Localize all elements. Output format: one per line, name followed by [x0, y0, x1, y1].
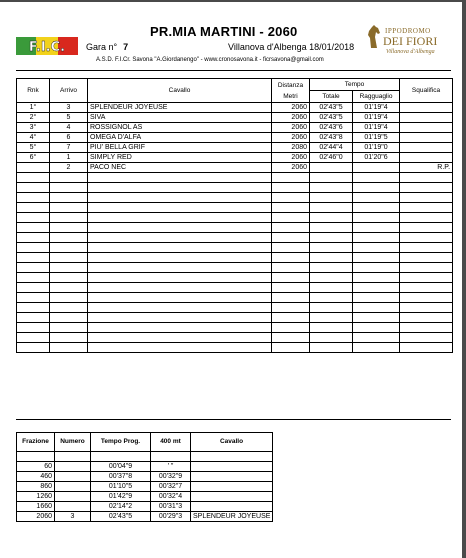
- cell-cavallo: [191, 452, 273, 462]
- cell-distanza: 2060: [272, 133, 310, 143]
- ippodromo-label: IPPODROMO: [385, 27, 431, 35]
- cell-ragguaglio: 01'19"4: [353, 113, 400, 123]
- empty-cell: [310, 263, 353, 273]
- fraction-row: [17, 502, 273, 512]
- cell-tempo_prog: [91, 452, 151, 462]
- empty-cell: [272, 223, 310, 233]
- cell-totale: 02'43"5: [310, 113, 353, 123]
- cell-ragguaglio: [353, 163, 400, 173]
- empty-cell: [400, 313, 453, 323]
- empty-cell: [400, 213, 453, 223]
- table-row: [17, 113, 453, 123]
- results-table: [16, 78, 453, 353]
- empty-cell: [272, 203, 310, 213]
- empty-cell: [50, 233, 88, 243]
- results-header-row-1: [17, 79, 453, 91]
- empty-cell: [88, 183, 272, 193]
- empty-cell: [17, 273, 50, 283]
- cell-cavallo: SIVA: [88, 113, 272, 123]
- cell-arrivo: 1: [50, 153, 88, 163]
- empty-cell: [17, 203, 50, 213]
- empty-cell: [50, 293, 88, 303]
- cell-squalifica: [400, 123, 453, 133]
- empty-cell: [400, 253, 453, 263]
- empty-cell: [272, 233, 310, 243]
- empty-cell: [353, 263, 400, 273]
- cell-m400: 00'32"4: [151, 492, 191, 502]
- header-distanza-1: Distanza: [277, 81, 304, 89]
- empty-row: [17, 303, 453, 313]
- table-row: [17, 163, 453, 173]
- empty-cell: [310, 293, 353, 303]
- empty-cell: [310, 213, 353, 223]
- empty-cell: [88, 253, 272, 263]
- header-distanza-2: Metri: [283, 92, 298, 100]
- header-cavallo-frac: Cavallo: [191, 433, 273, 452]
- empty-cell: [50, 283, 88, 293]
- cell-distanza: 2060: [272, 123, 310, 133]
- empty-cell: [17, 213, 50, 223]
- empty-cell: [272, 293, 310, 303]
- empty-cell: [310, 323, 353, 333]
- empty-row: [17, 213, 453, 223]
- header-divider: [16, 70, 451, 71]
- empty-cell: [400, 233, 453, 243]
- empty-cell: [310, 233, 353, 243]
- cell-squalifica: [400, 103, 453, 113]
- cell-numero: [55, 502, 91, 512]
- empty-cell: [17, 283, 50, 293]
- header-ragguaglio: Ragguaglio: [353, 91, 400, 103]
- race-number-label: Gara n°: [86, 42, 118, 52]
- cell-numero: [55, 492, 91, 502]
- empty-cell: [88, 323, 272, 333]
- cell-cavallo: [191, 492, 273, 502]
- ippodromo-name: DEI FIORI: [383, 34, 438, 48]
- empty-cell: [17, 323, 50, 333]
- section-divider: [16, 419, 451, 420]
- empty-row: [17, 223, 453, 233]
- fraction-row: [17, 482, 273, 492]
- ippodromo-place: Villanova d'Albenga: [386, 49, 435, 55]
- cell-cavallo: SPLENDEUR JOYEUSE: [88, 103, 272, 113]
- empty-cell: [88, 333, 272, 343]
- empty-cell: [353, 293, 400, 303]
- race-title: PR.MIA MARTINI - 2060: [150, 24, 298, 39]
- fraction-row: [17, 452, 273, 462]
- empty-cell: [353, 343, 400, 353]
- empty-cell: [400, 293, 453, 303]
- empty-cell: [50, 193, 88, 203]
- cell-distanza: 2060: [272, 103, 310, 113]
- cell-ragguaglio: 01'19"5: [353, 133, 400, 143]
- empty-cell: [353, 273, 400, 283]
- empty-cell: [88, 233, 272, 243]
- association-line: A.S.D. F.I.Cr. Savona "A.Giordanengo" - www.cronosavona.it - ficrsavona@gmail.com: [96, 57, 324, 63]
- cell-totale: 02'43"5: [310, 103, 353, 113]
- cell-ragguaglio: 01'19"4: [353, 123, 400, 133]
- cell-arrivo: 3: [50, 103, 88, 113]
- cell-m400: 00'31"3: [151, 502, 191, 512]
- cell-rank: 1°: [17, 103, 50, 113]
- empty-cell: [272, 253, 310, 263]
- empty-cell: [88, 263, 272, 273]
- empty-cell: [17, 333, 50, 343]
- cell-arrivo: 5: [50, 113, 88, 123]
- fractions-header-row: [17, 433, 273, 452]
- empty-cell: [88, 173, 272, 183]
- empty-cell: [400, 243, 453, 253]
- empty-cell: [310, 253, 353, 263]
- cell-cavallo: [191, 482, 273, 492]
- fic-logo-text: F.I.C.: [28, 40, 66, 55]
- cell-numero: 3: [55, 512, 91, 522]
- cell-tempo_prog: 00'04"9: [91, 462, 151, 472]
- empty-cell: [88, 273, 272, 283]
- empty-cell: [50, 213, 88, 223]
- empty-cell: [400, 263, 453, 273]
- empty-cell: [88, 303, 272, 313]
- cell-cavallo: [191, 462, 273, 472]
- cell-numero: [55, 462, 91, 472]
- empty-cell: [88, 203, 272, 213]
- cell-tempo_prog: 02'14"2: [91, 502, 151, 512]
- empty-cell: [272, 273, 310, 283]
- empty-cell: [353, 243, 400, 253]
- table-row: [17, 133, 453, 143]
- table-row: [17, 143, 453, 153]
- cell-totale: 02'44"4: [310, 143, 353, 153]
- empty-row: [17, 253, 453, 263]
- empty-cell: [17, 313, 50, 323]
- empty-row: [17, 323, 453, 333]
- empty-cell: [17, 293, 50, 303]
- empty-row: [17, 173, 453, 183]
- empty-cell: [310, 283, 353, 293]
- header-distanza: [272, 79, 310, 103]
- empty-cell: [272, 263, 310, 273]
- empty-row: [17, 313, 453, 323]
- empty-row: [17, 193, 453, 203]
- empty-cell: [400, 203, 453, 213]
- empty-cell: [310, 193, 353, 203]
- cell-tempo_prog: 01'10"5: [91, 482, 151, 492]
- cell-totale: [310, 163, 353, 173]
- table-row: [17, 103, 453, 113]
- cell-numero: [55, 472, 91, 482]
- horse-head-icon: [366, 24, 382, 50]
- empty-cell: [400, 223, 453, 233]
- empty-cell: [310, 303, 353, 313]
- venue-date: Villanova d'Albenga 18/01/2018: [228, 42, 355, 52]
- empty-cell: [310, 313, 353, 323]
- cell-rank: [17, 163, 50, 173]
- empty-cell: [272, 313, 310, 323]
- cell-totale: 02'43"8: [310, 133, 353, 143]
- empty-row: [17, 343, 453, 353]
- empty-row: [17, 333, 453, 343]
- header-totale: Totale: [310, 91, 353, 103]
- header-frazione: Frazione: [17, 433, 55, 452]
- empty-row: [17, 273, 453, 283]
- cell-rank: 2°: [17, 113, 50, 123]
- cell-squalifica: [400, 133, 453, 143]
- empty-cell: [50, 313, 88, 323]
- empty-cell: [400, 333, 453, 343]
- header-squalifica: Squalifica: [400, 79, 453, 103]
- fic-logo-icon: [16, 37, 78, 55]
- empty-row: [17, 263, 453, 273]
- empty-cell: [50, 173, 88, 183]
- empty-cell: [17, 193, 50, 203]
- empty-cell: [400, 183, 453, 193]
- race-number: [86, 42, 128, 52]
- empty-cell: [88, 243, 272, 253]
- cell-arrivo: 4: [50, 123, 88, 133]
- empty-row: [17, 283, 453, 293]
- cell-frazione: 1660: [17, 502, 55, 512]
- empty-cell: [310, 203, 353, 213]
- header-tempo: Tempo: [310, 79, 400, 91]
- empty-cell: [50, 223, 88, 233]
- empty-cell: [353, 313, 400, 323]
- empty-cell: [88, 343, 272, 353]
- cell-numero: [55, 452, 91, 462]
- empty-cell: [353, 203, 400, 213]
- empty-cell: [400, 303, 453, 313]
- cell-distanza: 2060: [272, 163, 310, 173]
- empty-cell: [50, 273, 88, 283]
- empty-cell: [310, 223, 353, 233]
- empty-cell: [272, 303, 310, 313]
- empty-cell: [272, 213, 310, 223]
- cell-squalifica: R.P.: [400, 163, 453, 173]
- cell-squalifica: [400, 153, 453, 163]
- empty-cell: [310, 173, 353, 183]
- empty-cell: [88, 213, 272, 223]
- empty-cell: [17, 243, 50, 253]
- empty-cell: [310, 273, 353, 283]
- cell-totale: 02'43"6: [310, 123, 353, 133]
- empty-row: [17, 243, 453, 253]
- cell-m400: 00'32"9: [151, 472, 191, 482]
- empty-cell: [310, 243, 353, 253]
- empty-cell: [88, 293, 272, 303]
- empty-cell: [310, 333, 353, 343]
- cell-distanza: 2080: [272, 143, 310, 153]
- race-number-value: 7: [123, 42, 129, 52]
- cell-frazione: 860: [17, 482, 55, 492]
- cell-totale: 02'46"0: [310, 153, 353, 163]
- empty-cell: [272, 323, 310, 333]
- empty-cell: [17, 253, 50, 263]
- empty-cell: [50, 253, 88, 263]
- empty-cell: [17, 183, 50, 193]
- cell-rank: 4°: [17, 133, 50, 143]
- empty-cell: [50, 303, 88, 313]
- fraction-row: [17, 492, 273, 502]
- cell-cavallo: PIU' BELLA GRIF: [88, 143, 272, 153]
- empty-cell: [88, 193, 272, 203]
- empty-cell: [310, 343, 353, 353]
- cell-cavallo: PACO NEC: [88, 163, 272, 173]
- cell-frazione: 2060: [17, 512, 55, 522]
- empty-cell: [353, 213, 400, 223]
- header-arrivo: Arrivo: [50, 79, 88, 103]
- cell-frazione: 460: [17, 472, 55, 482]
- empty-cell: [353, 323, 400, 333]
- cell-rank: 5°: [17, 143, 50, 153]
- cell-tempo_prog: 02'43"5: [91, 512, 151, 522]
- header-tempo-prog: Tempo Prog.: [91, 433, 151, 452]
- empty-cell: [17, 223, 50, 233]
- empty-cell: [50, 203, 88, 213]
- cell-tempo_prog: 00'37"8: [91, 472, 151, 482]
- empty-row: [17, 233, 453, 243]
- cell-cavallo: [191, 472, 273, 482]
- empty-cell: [310, 183, 353, 193]
- empty-cell: [353, 333, 400, 343]
- empty-cell: [353, 303, 400, 313]
- cell-cavallo: [191, 502, 273, 512]
- header-rank: Rnk: [17, 79, 50, 103]
- empty-cell: [400, 323, 453, 333]
- empty-cell: [353, 283, 400, 293]
- window-top-border: [0, 0, 466, 2]
- empty-cell: [88, 283, 272, 293]
- cell-ragguaglio: 01'20"6: [353, 153, 400, 163]
- table-row: [17, 123, 453, 133]
- cell-frazione: [17, 452, 55, 462]
- empty-cell: [50, 333, 88, 343]
- empty-cell: [400, 193, 453, 203]
- empty-cell: [353, 233, 400, 243]
- cell-rank: 3°: [17, 123, 50, 133]
- fraction-row: [17, 512, 273, 522]
- empty-cell: [88, 313, 272, 323]
- fractions-table: [16, 432, 273, 522]
- cell-rank: 6°: [17, 153, 50, 163]
- empty-cell: [17, 173, 50, 183]
- empty-cell: [50, 263, 88, 273]
- empty-cell: [353, 173, 400, 183]
- cell-frazione: 1260: [17, 492, 55, 502]
- cell-m400: [151, 452, 191, 462]
- cell-cavallo: SPLENDEUR JOYEUSE: [191, 512, 273, 522]
- cell-squalifica: [400, 113, 453, 123]
- empty-row: [17, 203, 453, 213]
- empty-cell: [353, 193, 400, 203]
- empty-cell: [400, 343, 453, 353]
- empty-cell: [272, 283, 310, 293]
- empty-cell: [272, 183, 310, 193]
- empty-cell: [272, 173, 310, 183]
- window-right-border: [462, 0, 466, 558]
- empty-cell: [353, 183, 400, 193]
- empty-cell: [272, 193, 310, 203]
- cell-arrivo: 7: [50, 143, 88, 153]
- cell-cavallo: OMEGA D'ALFA: [88, 133, 272, 143]
- empty-cell: [272, 343, 310, 353]
- cell-numero: [55, 482, 91, 492]
- cell-frazione: 60: [17, 462, 55, 472]
- cell-m400: 00'32"7: [151, 482, 191, 492]
- empty-cell: [272, 243, 310, 253]
- cell-distanza: 2060: [272, 113, 310, 123]
- cell-cavallo: SIMPLY RED: [88, 153, 272, 163]
- table-row: [17, 153, 453, 163]
- header-numero: Numero: [55, 433, 91, 452]
- cell-distanza: 2060: [272, 153, 310, 163]
- cell-tempo_prog: 01'42"9: [91, 492, 151, 502]
- empty-cell: [17, 343, 50, 353]
- empty-cell: [17, 303, 50, 313]
- fraction-row: [17, 472, 273, 482]
- empty-cell: [400, 283, 453, 293]
- cell-arrivo: 6: [50, 133, 88, 143]
- empty-cell: [353, 253, 400, 263]
- empty-cell: [50, 323, 88, 333]
- empty-cell: [17, 263, 50, 273]
- empty-cell: [17, 233, 50, 243]
- empty-cell: [400, 173, 453, 183]
- header-400mt: 400 mt: [151, 433, 191, 452]
- cell-m400: ' ": [151, 462, 191, 472]
- empty-cell: [50, 183, 88, 193]
- cell-squalifica: [400, 143, 453, 153]
- empty-cell: [50, 343, 88, 353]
- fraction-row: [17, 462, 273, 472]
- empty-row: [17, 293, 453, 303]
- cell-ragguaglio: 01'19"4: [353, 103, 400, 113]
- cell-cavallo: ROSSIGNOL AS: [88, 123, 272, 133]
- empty-row: [17, 183, 453, 193]
- empty-cell: [272, 333, 310, 343]
- empty-cell: [400, 273, 453, 283]
- cell-m400: 00'29"3: [151, 512, 191, 522]
- cell-ragguaglio: 01'19"0: [353, 143, 400, 153]
- cell-arrivo: 2: [50, 163, 88, 173]
- empty-cell: [88, 223, 272, 233]
- empty-cell: [353, 223, 400, 233]
- header-cavallo: Cavallo: [88, 79, 272, 103]
- empty-cell: [50, 243, 88, 253]
